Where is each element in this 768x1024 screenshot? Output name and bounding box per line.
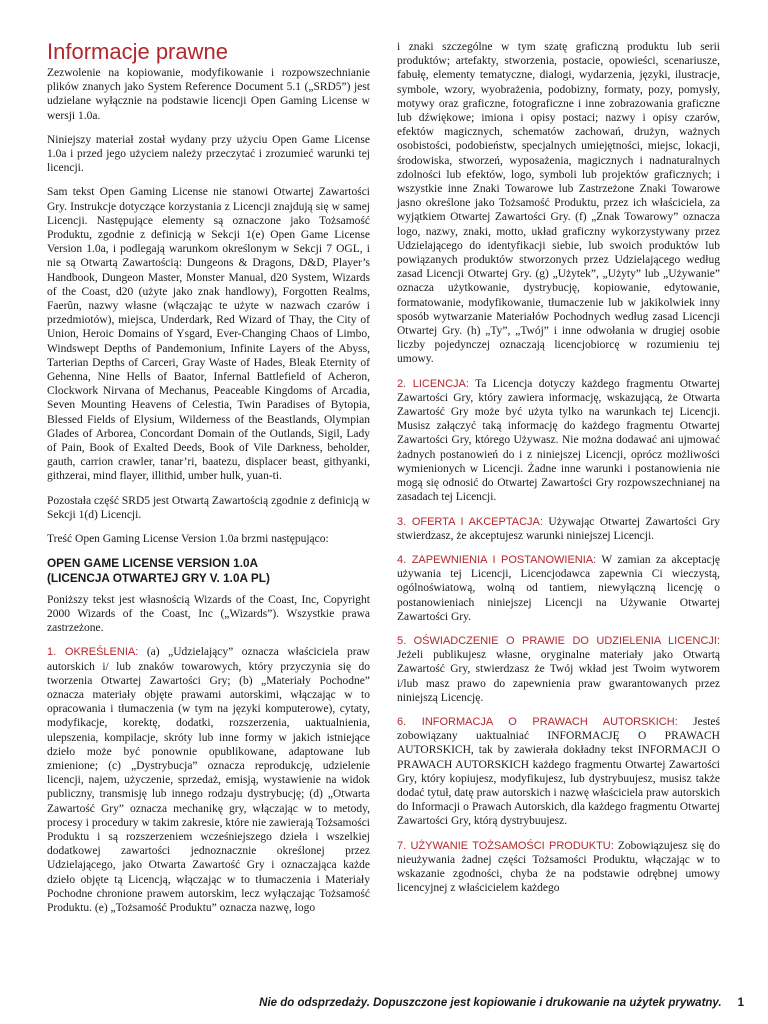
section-5-text: Jeżeli publikujesz własne, oryginalne materiały jako Otwartą Zawartość Gry, stwierdzasz że Twój wkład jest Twoim wytworem i/lub masz prawo do zapewnienia praw gwarantowanych przez niniejszą Licencję. [397, 649, 720, 704]
usage-paragraph: Niniejszy materiał został wydany przy użyciu Open Game License 1.0a i przed jego użyciem należy przeczytać i zrozumieć warunki tej licencji. [47, 133, 370, 175]
intro-paragraph: Zezwolenie na kopiowanie, modyfikowanie i rozpowszechnianie plików znanych jako System Reference Document 5.1 („SRD5”) jest udzielane wyłącznie na podstawie licencji Open Gaming License w wersji 1.0a. [47, 67, 370, 122]
section-3-label: 3. OFERTA I AKCEPTACJA: [397, 515, 543, 528]
section-6-label: 6. INFORMACJA O PRAWACH AUTORSKICH: [397, 715, 678, 728]
section-3-offer [397, 515, 720, 543]
section-2-label: 2. LICENCJA: [397, 377, 469, 390]
definitions-continued-paragraph: i znaki szczególne w tym szatę graficzną produktu lub serii produktów; artefakty, stworzenia, postacie, opowieści, scenariusze, fabułę, elementy tematyczne, dialogi, wydarzenia, języki, ilustracje, symbole, wzory, wyobrażenia, podobizny, formaty, pozy, pomysły, motywy oraz graficzne, fotograficzne i inne zobrazowania graficzne lub dźwiękowe; imiona i opisy postaci; nazwy i opisy czarów, efektów magicznych, schematów zachowań, drużyn, ważnych osobistości, podobieństw, specjalnych umiejętności, miejsc, lokacji, środowiska, stworzeń, wyposażenia, magicznych i nadnaturalnych zdolności lub efektów, logo, symboli lub projektów graficznych; i wszystkie inne Znaki Towarowe lub Zastrzeżone Znaki Towarowe jasno określone jako Tożsamość Produktu, przez ich właściciela, za wyjątkiem Otwartej Zawartości Gry. (f) „Znak Towarowy” oznacza logo, nazwy, znaki, motto, układ graficzny wykorzystywany przez Udzielającego do identyfikacji siebie, lub swoich produktów lub powiązanych produktów stworzonych przez Udzielającego według zasad Licencji Otwartej Gry. (g) „Użytek”, „Użyty” lub „Używanie” oznacza użytkowanie, dystrybucję, kopiowanie, edytowanie, formatowanie, modyfikowanie, tłumaczenie lub w jakikolwiek inny sposób wytwarzanie Materiałów Pochodnych według zasad Licencji Otwartej Gry. (h) „Ty”, „Twój” i inne odwołania w drugiej osobie liczby pojedynczej oznaczają licencjobiorcę w rozumieniu tej umowy. [397, 41, 720, 366]
page-footer [200, 996, 744, 1010]
section-4-label: 4. ZAPEWNIENIA I POSTANOWIENIA: [397, 553, 597, 566]
section-4-grant [397, 553, 720, 624]
left-column [47, 40, 370, 925]
section-1-label: 1. OKREŚLENIA: [47, 646, 139, 659]
page-title: Informacje prawne [47, 39, 228, 64]
section-4-text: W zamian za akceptację używania tej Licencji, Licencjodawca zapewnia Ci wieczystą, ogólnoświatową, wolną od tantiem, niewyłączną licencję o postanowieniach niniejszej Licencji na Używanie Otwartej Zawartości Gry. [397, 553, 720, 623]
section-7-product-identity [397, 839, 720, 896]
section-7-text: Zobowiązujesz się do nieużywania żadnej części Tożsamości Produktu, włączając w to wskazanie zgodności, chyba że na podstawie odrębnej umowy licencyjnej z właścicielem każdego [397, 839, 720, 895]
section-2-license [397, 377, 720, 505]
license-heading-line-1: OPEN GAME LICENSE VERSION 1.0A [47, 556, 259, 571]
right-column [397, 40, 720, 905]
license-heading-line-2: (LICENCJA OTWARTEJ GRY V. 1.0A PL) [47, 570, 270, 585]
section-1-text: (a) „Udzielający” oznacza właściciela praw autorskich i/ lub znaków towarowych, który przyczynia się do tworzenia Otwartej Zawartości Gry; (b) „Materiały Pochodne” oznacza materiały objęte prawami autorskimi, włączając w to opracowania i tłumaczenia (w tym na języki komputerowe), cytaty, modyfikacje, korektę, dodatki, rozszerzenia, uaktualnienia, ulepszenia, kompilacje, skróty lub inne formy w jakich istniejące dzieło może być ponownie opublikowane, adaptowane lub zmienione; (c) „Dystrybucja” oznacza reprodukcję, udzielenie licencji, najem, użyczenie, sprzedaż, emisją, wystawienie na widok publiczny, transmisję lub innego rodzaju dystrybucję; (d) „Otwarta Zawartość Gry” oznacza mechanikę gry, włączając w to metody, procesy i procedury w takim zakresie, które nie zawierają Tożsamości Produktu i są rozszerzeniem wcześniejszego dzieła i wszelkiej dodatkowej zawartości jednoznacznie określonej przez Udzielającego, jako Otwarta Zawartość Gry i oznaczająca każde dzieło objęte tą Licencją, włączając w to tłumaczenia i Materiały Pochodne chronione prawem autorskim, lecz wyłączając Tożsamość Produktu. (e) „Tożsamość Produktu” oznacza nazwę, logo [47, 646, 370, 914]
section-5-representation [397, 634, 720, 705]
footer-note: Nie do odsprzedaży. Dopuszczone jest kopiowanie i drukowanie na użytek prywatny. [259, 997, 722, 1009]
section-3-text: Używając Otwartej Zawartości Gry stwierdzasz, że akceptujesz warunki niniejszej Licencji. [397, 515, 720, 542]
copyright-paragraph: Poniższy tekst jest własnością Wizards of the Coast, Inc, Copyright 2000 Wizards of the Coast, Inc („Wizards”). Wszystkie prawa zastrzeżone. [47, 593, 370, 635]
license-heading [47, 556, 370, 584]
page-number: 1 [737, 997, 744, 1009]
section-1-definitions [47, 645, 370, 915]
section-6-copyright-notice [397, 715, 720, 829]
section-5-label: 5. OŚWIADCZENIE O PRAWIE DO UDZIELENIA LICENCJI: [397, 634, 720, 647]
product-identity-paragraph: Sam tekst Open Gaming License nie stanowi Otwartej Zawartości Gry. Instrukcje dotyczące korzystania z Licencji znajdują się w samej Licencji. Następujące elementy są oznaczone jako Tożsamość Produktu, zgodnie z definicją w Sekcji 1(e) Open Game License Version 1.0a, i podlegają warunkom określonym w Sekcji 7 OGL, i nie są Otwartą Zawartością: Dungeons & Dragons, D&D, Player’s Handbook, Dungeon Master, Monster Manual, d20 System, Wizards of the Coast, d20 (użyte jako znak handlowy), Forgotten Realms, Faerûn, nazwy własne (włączając te użyte w nazwach czarów i przedmiotów), miejsca, Underdark, Red Wizard of Thay, the City of Union, Heroic Domains of Ysgard, Ever-Changing Chaos of Limbo, Windswept Depths of Pandemonium, Infinite Layers of the Abyss, Tarterian Depths of Carceri, Gray Waste of Hades, Bleak Eternity of Gehenna, Nine Hells of Baator, Infernal Battlefield of Acheron, Clockwork Nirvana of Mechanus, Peaceable Kingdoms of Arcadia, Seven Mounting Heavens of Celestia, Twin Paradises of Bytopia, Blessed Fields of Elysium, Wilderness of the Beastlands, Olympian Glades of Arborea, Concordant Domain of the Outlands, Sigil, Lady of Pain, Book of Exalted Deeds, Book of Vile Darkness, beholder, gauth, carrion crawler, tanar’ri, baatezu, displacer beast, githyanki, githzerai, mind flayer, illithid, umber hulk, yuan-ti. [47, 186, 370, 483]
section-6-text: Jesteś zobowiązany uaktualniać INFORMACJĘ O PRAWACH AUTORSKICH, tak by zawierała dokładny tekst INFORMACJI O PRAWACH AUTORSKICH każdego fragmentu Otwartej Zawartości Gry, który kopiujesz, modyfikujesz, lub dystrybuujesz, musisz także dodać tytuł, datę praw autorskich i nazwę właściciela praw autorskich do Informacji o Prawach Autorskich, dla każdego fragmentu Otwartej Zawartości Gry, którą dystrybuujesz. [397, 715, 720, 828]
section-2-text: Ta Licencja dotyczy każdego fragmentu Otwartej Zawartości Gry, który zawiera informację, wskazującą, że Otwarta Zawartość Gry może być użyta tylko na warunkach tej Licencji. Musisz załączyć taką informację do każdego fragmentu Otwartej Zawartości Gry, którego Używasz. Nie można dodawać ani ujmować żadnych postanowień do i z niniejszej Licencji, oprócz możliwości wymienionych w Licencji. Żadne inne warunki i postanowienia nie mogą się odnosić do Otwartej Zawartości Gry rozpowszechnianej na zasadach tej Licencji. [397, 377, 720, 504]
section-7-label: 7. UŻYWANIE TOŻSAMOŚCI PRODUKTU: [397, 839, 614, 852]
license-intro-paragraph: Treść Open Gaming License Version 1.0a brzmi następująco: [47, 533, 329, 546]
open-content-paragraph: Pozostała część SRD5 jest Otwartą Zawartością zgodnie z definicją w Sekcji 1(d) Licencji. [47, 494, 370, 521]
